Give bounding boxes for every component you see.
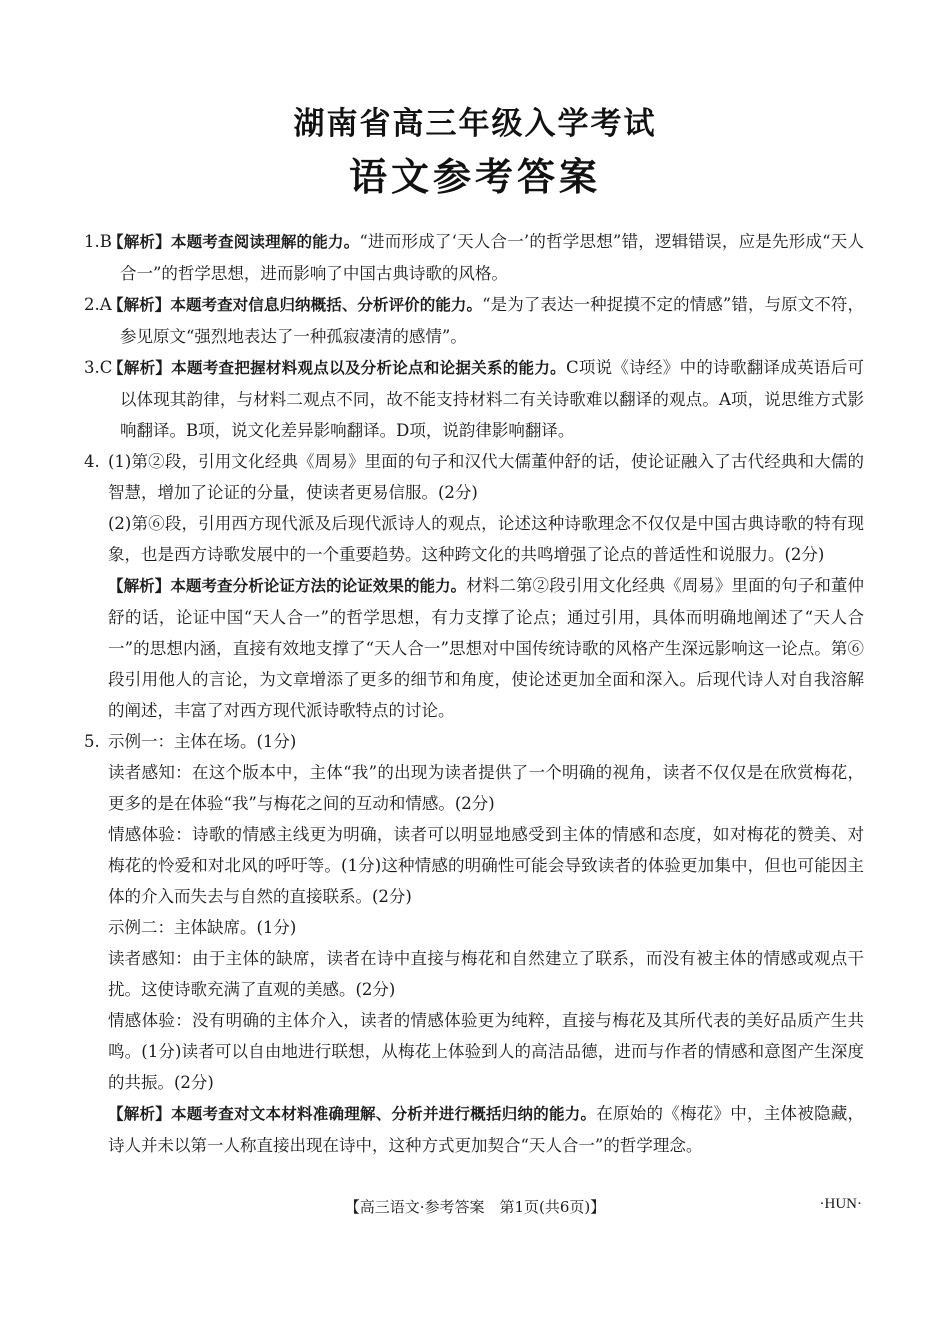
example-2-perception: 读者感知：由于主体的缺席，读者在诗中直接与梅花和自然建立了联系，而没有被主体的情感或观点干扰。这使诗歌充满了直观的美感。(2分) bbox=[108, 949, 864, 999]
footer-page-info: 【高三语文·参考答案 第1页(共6页)】 bbox=[344, 1198, 606, 1216]
analysis-tag: 【解析】 bbox=[108, 577, 171, 595]
analysis-text: “进而形成了‘天人合一’的哲学思想”错，逻辑错误，应是先形成“天人合一”的哲学思想，进而影响了中国古典诗歌的风格。 bbox=[120, 232, 864, 283]
example-1-emotion: 情感体验：诗歌的情感主线更为明确，读者可以明显地感受到主体的情感和态度，如对梅花的赞美、对梅花的怜爱和对北风的呼吁等。(1分)这种情感的明确性可能会导致读者的体验更加集中，但也可能因主体的介入而失去与自然的直接联系。(2分) bbox=[108, 825, 864, 906]
exam-title: 湖南省高三年级入学考试 bbox=[293, 106, 657, 142]
page-footer bbox=[0, 1196, 950, 1226]
analysis-text: C项说《诗经》中的诗歌翻译成英语后可以体现其韵律，与材料二观点不同，故不能支持材料二有关诗歌难以翻译的观点。A项，说思维方式影响翻译。B项，说文化差异影响翻译。D项，说韵律影响翻译。 bbox=[120, 358, 864, 440]
analysis-text: 材料二第②段引用文化经典《周易》里面的句子和董仲舒的话，论证中国“天人合一”的哲学思想，有力支撑了论点；通过引用，具体而明确地阐述了“天人合一”的思想内涵，直接有效地支撑了“天人合一”思想对中国传统诗歌的风格产生深远影响这一论点。第⑥段引用他人的言论，为文章增添了更多的细节和角度，使论述更加全面和深入。后现代诗人对自我溶解的阐述，丰富了对西方现代派诗歌特点的讨论。 bbox=[108, 576, 864, 720]
analysis-bold: 本题考查对信息归纳概括、分析评价的能力。 bbox=[170, 296, 483, 314]
answer-4-point-2: (2)第⑥段，引用西方现代派及后现代派诗人的观点，论述这种诗歌理念不仅仅是中国古典诗歌的特有现象，也是西方诗歌发展中的一个重要趋势。这种跨文化的共鸣增强了论点的普适性和说服力。(2分) bbox=[108, 514, 864, 564]
answer-content bbox=[84, 226, 864, 1161]
answer-3 bbox=[84, 352, 864, 446]
question-number: 4. bbox=[84, 452, 100, 471]
answer-1 bbox=[84, 226, 864, 289]
answer-4 bbox=[84, 446, 864, 726]
question-number: 5. bbox=[84, 732, 100, 751]
analysis-text: 在原始的《梅花》中，主体被隐藏，诗人并未以第一人称直接出现在诗中，这种方式更加契合“天人合一”的哲学理念。 bbox=[108, 1104, 864, 1155]
example-1-heading: 示例一：主体在场。(1分) bbox=[108, 732, 297, 751]
answer-5-analysis bbox=[108, 1098, 864, 1161]
answer-key-title: 语文参考答案 bbox=[348, 155, 601, 199]
analysis-bold: 本题考查阅读理解的能力。 bbox=[170, 233, 360, 251]
analysis-tag: 【解析】 bbox=[108, 296, 171, 314]
answer-4-point-1: (1)第②段，引用文化经典《周易》里面的句子和汉代大儒董仲舒的话，使论证融入了古代经典和大儒的智慧，增加了论证的分量，使读者更易信服。(2分) bbox=[108, 452, 864, 502]
example-2-heading: 示例二：主体缺席。(1分) bbox=[108, 918, 297, 937]
analysis-bold: 本题考查把握材料观点以及分析论点和论据关系的能力。 bbox=[171, 359, 566, 377]
analysis-tag: 【解析】 bbox=[108, 1105, 171, 1123]
analysis-tag: 【解析】 bbox=[108, 233, 171, 251]
footer-region-code: ·HUN· bbox=[819, 1196, 862, 1212]
analysis-bold: 本题考查分析论证方法的论证效果的能力。 bbox=[170, 577, 467, 595]
answer-5 bbox=[84, 726, 864, 1161]
analysis-tag: 【解析】 bbox=[108, 359, 172, 377]
example-1-perception: 读者感知：在这个版本中，主体“我”的出现为读者提供了一个明确的视角，读者不仅仅是在欣赏梅花，更多的是在体验“我”与梅花之间的互动和情感。(2分) bbox=[108, 763, 864, 813]
analysis-text: “是为了表达一种捉摸不定的情感”错，与原文不符，参见原文“强烈地表达了一种孤寂凄清的感情”。 bbox=[120, 295, 864, 346]
example-2-emotion: 情感体验：没有明确的主体介入，读者的情感体验更为纯粹，直接与梅花及其所代表的美好品质产生共鸣。(1分)读者可以自由地进行联想，从梅花上体验到人的高洁品德，进而与作者的情感和意图产生深度的共振。(2分) bbox=[108, 1011, 864, 1092]
answer-2 bbox=[84, 289, 864, 352]
question-number: 3.C bbox=[84, 358, 113, 377]
question-number: 2.A bbox=[84, 295, 112, 314]
question-number: 1.B bbox=[84, 232, 112, 251]
answer-4-analysis bbox=[108, 570, 864, 726]
analysis-bold: 本题考查对文本材料准确理解、分析并进行概括归纳的能力。 bbox=[171, 1105, 597, 1123]
